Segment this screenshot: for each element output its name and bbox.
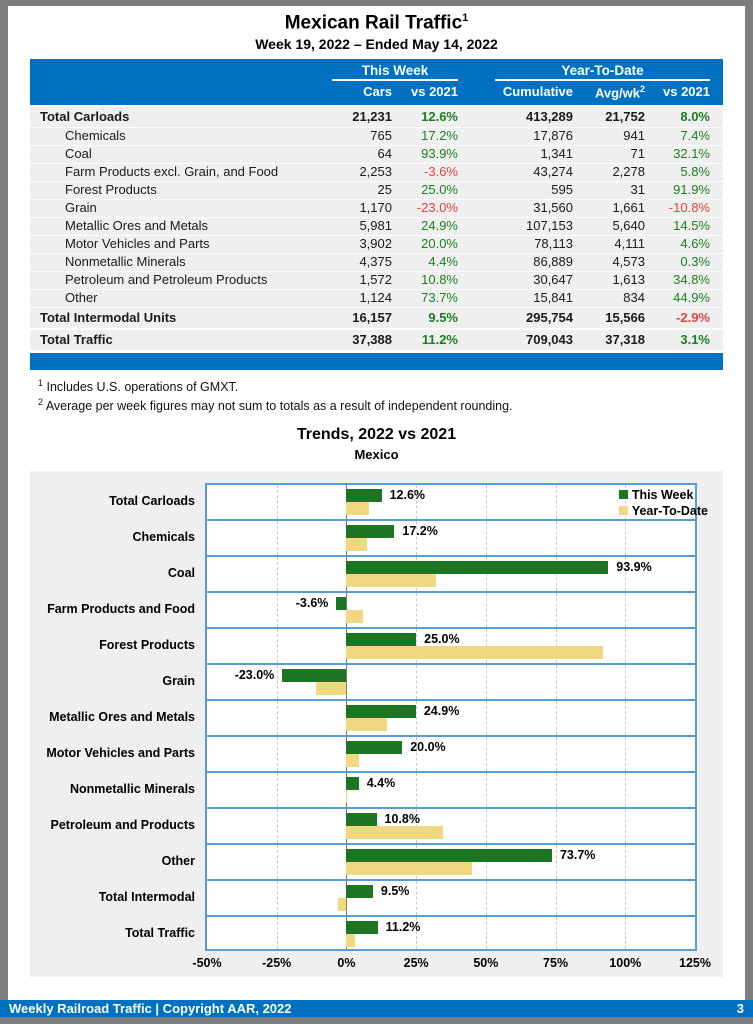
x-axis-tick-label: 25% (403, 955, 429, 970)
cell-vs-2021-week: 11.2% (421, 331, 458, 347)
chart-category-label: Other (161, 853, 195, 868)
grid-line (556, 809, 557, 843)
cell-avg-wk: 21,752 (605, 108, 645, 124)
bar-year-to-date (346, 754, 359, 767)
row-label: Total Intermodal Units (40, 310, 177, 326)
chart-band-plot (205, 663, 697, 699)
grid-line (486, 701, 487, 735)
page-title-text: Mexican Rail Traffic (284, 12, 463, 34)
grid-line (625, 665, 626, 699)
table-row (30, 254, 723, 271)
cell-cars: 25 (377, 182, 392, 198)
grid-line (625, 917, 626, 949)
bar-this-week (282, 669, 346, 682)
group-header-year-to-date: Year-To-Date (495, 63, 710, 81)
cell-vs-2021-week: 25.0% (421, 182, 458, 198)
cell-avg-wk: 941 (623, 128, 645, 144)
row-label: Forest Products (65, 182, 157, 198)
cell-cars: 765 (370, 128, 392, 144)
chart-subtitle: Mexico (354, 446, 399, 462)
cell-vs-2021-week: 24.9% (421, 218, 458, 234)
bar-value-label: 4.4% (366, 775, 396, 790)
x-axis-tick-label: -50% (192, 955, 222, 970)
cell-cumulative: 17,876 (533, 128, 573, 144)
grid-line (416, 881, 417, 915)
cell-cars: 2,253 (359, 164, 392, 180)
legend-swatch-this-week-icon (619, 490, 628, 499)
grid-line (486, 773, 487, 807)
bar-this-week (346, 849, 552, 862)
chart-category-label: Motor Vehicles and Parts (46, 745, 195, 760)
grid-line (277, 557, 278, 591)
grid-line (277, 881, 278, 915)
cell-cumulative: 86,889 (533, 254, 573, 270)
chart-category-label: Total Traffic (125, 925, 195, 940)
footer-text: Weekly Railroad Traffic | Copyright AAR, 2022 (9, 1001, 292, 1016)
grid-line (277, 665, 278, 699)
cell-vs-2021-week: 17.2% (421, 128, 458, 144)
grid-line (416, 665, 417, 699)
grid-line (556, 737, 557, 771)
table-row (30, 200, 723, 217)
chart-category-label: Coal (167, 565, 195, 580)
table-row (30, 182, 723, 199)
cell-vs-2021-week: 4.4% (428, 254, 458, 270)
legend-swatch-year-to-date-icon (619, 506, 628, 515)
chart-band (30, 519, 723, 555)
grid-line (556, 665, 557, 699)
chart-plot-area (30, 483, 723, 951)
bar-value-label: 10.8% (384, 811, 420, 826)
grid-line (625, 845, 626, 879)
grid-line (277, 809, 278, 843)
grid-line (556, 773, 557, 807)
x-axis-tick-label: 75% (543, 955, 569, 970)
footer-page-number: 3 (736, 1001, 744, 1016)
table-row (30, 107, 723, 127)
cell-cumulative: 413,289 (526, 108, 573, 124)
bar-year-to-date (316, 682, 346, 695)
table-group-header-row (30, 63, 723, 81)
bar-year-to-date (346, 862, 471, 875)
grid-line (486, 521, 487, 555)
bar-year-to-date (346, 610, 362, 623)
cell-avg-wk: 15,566 (605, 310, 645, 326)
cell-cars: 4,375 (359, 254, 392, 270)
cell-vs-2021-week: 20.0% (421, 236, 458, 252)
cell-cars: 16,157 (352, 310, 392, 326)
chart-band (30, 735, 723, 771)
cell-avg-wk: 31 (630, 182, 645, 198)
chart-category-label: Total Carloads (109, 493, 195, 508)
grid-line (486, 917, 487, 949)
chart-band (30, 771, 723, 807)
chart-band-plot (205, 807, 697, 843)
footnotes (38, 378, 723, 413)
cell-cumulative: 43,274 (533, 164, 573, 180)
cell-vs-2021-ytd: 7.4% (680, 128, 710, 144)
grid-line (277, 629, 278, 663)
page-subtitle: Week 19, 2022 – Ended May 14, 2022 (255, 36, 498, 53)
cell-vs-2021-ytd: -10.8% (668, 200, 710, 216)
chart-legend (619, 487, 708, 519)
cell-vs-2021-ytd: 8.0% (680, 108, 710, 124)
bar-value-label: 12.6% (389, 487, 426, 502)
table-row (30, 218, 723, 235)
cell-avg-wk: 2,278 (612, 164, 645, 180)
chart-category-label: Metallic Ores and Metals (49, 709, 195, 724)
bar-this-week (346, 921, 377, 934)
table-row (30, 330, 723, 350)
table-row (30, 290, 723, 307)
chart-category-label: Nonmetallic Minerals (69, 781, 195, 796)
bar-value-label: -3.6% (295, 595, 329, 610)
row-label: Nonmetallic Minerals (65, 254, 186, 270)
chart-band-plot (205, 771, 697, 807)
grid-line (277, 917, 278, 949)
chart-category-label: Petroleum and Products (50, 817, 195, 832)
table-row (30, 146, 723, 163)
chart-band (30, 663, 723, 699)
cell-avg-wk: 1,661 (612, 200, 645, 216)
x-axis-tick-label: -25% (262, 955, 292, 970)
grid-line (556, 845, 557, 879)
row-label: Metallic Ores and Metals (65, 218, 209, 234)
column-header-vs-2021-ytd: vs 2021 (663, 84, 710, 100)
chart-band-plot (205, 699, 697, 735)
cell-vs-2021-ytd: 5.8% (680, 164, 710, 180)
cell-vs-2021-week: 12.6% (421, 108, 458, 124)
cell-vs-2021-ytd: 91.9% (673, 182, 710, 198)
cell-cumulative: 595 (551, 182, 573, 198)
trends-chart (30, 471, 723, 977)
grid-line (277, 521, 278, 555)
grid-line (556, 521, 557, 555)
chart-title: Trends, 2022 vs 2021 (296, 425, 457, 443)
cell-cars: 21,231 (352, 108, 392, 124)
bar-value-label: 24.9% (423, 703, 460, 718)
chart-band (30, 627, 723, 663)
cell-cumulative: 295,754 (526, 310, 573, 326)
bar-this-week (346, 885, 372, 898)
bar-value-label: -23.0% (234, 667, 275, 682)
table-row (30, 272, 723, 289)
cell-vs-2021-week: 93.9% (421, 146, 458, 162)
cell-vs-2021-week: -23.0% (416, 200, 458, 216)
cell-vs-2021-week: 73.7% (421, 290, 458, 306)
chart-band (30, 879, 723, 915)
page-footer (0, 1000, 753, 1017)
table-column-header-row (30, 81, 723, 100)
chart-band (30, 807, 723, 843)
cell-vs-2021-ytd: 32.1% (673, 146, 710, 162)
cell-vs-2021-ytd: 3.1% (680, 331, 710, 347)
chart-band-plot (205, 879, 697, 915)
chart-band-plot (205, 627, 697, 663)
bar-this-week (346, 633, 416, 646)
bar-year-to-date (346, 826, 443, 839)
grid-line (625, 737, 626, 771)
table-body (30, 107, 723, 350)
cell-vs-2021-ytd: -2.9% (676, 310, 710, 326)
table-row (30, 308, 723, 328)
grid-line (556, 917, 557, 949)
zero-line (346, 665, 347, 699)
bar-this-week (336, 597, 346, 610)
grid-line (416, 773, 417, 807)
row-label: Total Carloads (40, 108, 130, 124)
bar-value-label: 17.2% (402, 523, 438, 538)
x-axis-tick-label: 125% (679, 955, 711, 970)
row-label: Petroleum and Petroleum Products (65, 272, 268, 288)
grid-line (486, 809, 487, 843)
cell-cumulative: 709,043 (526, 331, 573, 347)
cell-cars: 1,124 (359, 290, 392, 306)
grid-line (625, 629, 626, 663)
cell-cars: 1,572 (359, 272, 392, 288)
bar-value-label: 9.5% (380, 883, 410, 898)
cell-cars: 37,388 (352, 331, 392, 347)
traffic-table (30, 59, 723, 349)
chart-x-axis (192, 951, 711, 975)
bar-this-week (346, 777, 358, 790)
chart-band-plot (205, 915, 697, 951)
bar-this-week (346, 813, 376, 826)
cell-cars: 64 (377, 146, 392, 162)
cell-cumulative: 31,560 (533, 200, 573, 216)
cell-avg-wk: 1,613 (612, 272, 645, 288)
table-row (30, 164, 723, 181)
grid-line (486, 485, 487, 519)
cell-vs-2021-week: 9.5% (428, 310, 458, 326)
cell-avg-wk: 4,111 (614, 236, 645, 252)
cell-cumulative: 30,647 (533, 272, 573, 288)
grid-line (625, 881, 626, 915)
grid-line (416, 593, 417, 627)
grid-line (277, 701, 278, 735)
chart-band-plot (205, 735, 697, 771)
grid-line (556, 593, 557, 627)
chart-band-plot (205, 519, 697, 555)
chart-category-label: Chemicals (132, 529, 195, 544)
table-header (30, 59, 723, 104)
avg-wk-footnote-marker: 2 (639, 84, 645, 95)
grid-line (625, 701, 626, 735)
row-label: Farm Products excl. Grain, and Food (65, 164, 279, 180)
bar-this-week (346, 561, 608, 574)
row-label: Chemicals (65, 128, 126, 144)
chart-category-label: Forest Products (99, 637, 195, 652)
chart-band (30, 591, 723, 627)
grid-line (277, 593, 278, 627)
grid-line (277, 485, 278, 519)
bar-value-label: 73.7% (559, 847, 596, 862)
table-row (30, 128, 723, 145)
chart-category-label: Farm Products and Food (47, 601, 195, 616)
cell-cumulative: 78,113 (534, 236, 573, 252)
cell-vs-2021-ytd: 0.3% (680, 254, 710, 270)
chart-category-label: Total Intermodal (98, 889, 195, 904)
bar-year-to-date (346, 502, 368, 515)
bar-year-to-date (346, 718, 386, 731)
bar-year-to-date (346, 934, 355, 947)
legend-item-this-week (619, 487, 708, 503)
chart-band-plot (205, 843, 697, 879)
x-axis-tick-label: 50% (473, 955, 499, 970)
group-header-this-week: This Week (332, 63, 458, 81)
bar-year-to-date (346, 646, 602, 659)
bar-this-week (346, 705, 415, 718)
cell-vs-2021-ytd: 34.8% (673, 272, 710, 288)
grid-line (486, 665, 487, 699)
column-header-avg-wk: Avg/$wk^2$ (594, 84, 645, 101)
grid-line (277, 737, 278, 771)
cell-cars: 5,981 (359, 218, 392, 234)
grid-line (486, 593, 487, 627)
row-label: Other (65, 290, 98, 306)
bar-year-to-date (346, 790, 347, 803)
bar-year-to-date (346, 574, 436, 587)
column-header-cars: Cars (363, 84, 392, 100)
chart-category-label: Grain (162, 673, 195, 688)
x-axis-tick-label: 100% (609, 955, 642, 970)
chart-band (30, 555, 723, 591)
cell-avg-wk: 4,573 (612, 254, 645, 270)
footnote-2: $^2$ Average per week figures may not sum to totals as a result of independent rounding. (38, 396, 513, 413)
grid-line (277, 773, 278, 807)
cell-avg-wk: 37,318 (605, 331, 645, 347)
page-title (8, 6, 745, 34)
chart-band-plot (205, 555, 697, 591)
bar-value-label: 93.9% (616, 559, 652, 574)
footnote-1: $^1$ Includes U.S. operations of GMXT. (38, 377, 239, 394)
bar-year-to-date (346, 538, 367, 551)
grid-line (416, 701, 417, 735)
bar-value-label: 11.2% (385, 919, 421, 934)
cell-cumulative: 15,841 (533, 290, 573, 306)
bar-this-week (346, 489, 381, 502)
legend-label-year-to-date: Year-To-Date (631, 503, 708, 518)
chart-band (30, 699, 723, 735)
cell-vs-2021-ytd: 14.5% (673, 218, 710, 234)
row-label: Coal (65, 146, 92, 162)
row-label: Total Traffic (40, 331, 113, 347)
chart-band (30, 915, 723, 951)
bar-this-week (346, 525, 394, 538)
bar-year-to-date (338, 898, 346, 911)
grid-line (625, 809, 626, 843)
cell-avg-wk: 5,640 (612, 218, 645, 234)
report-sheet (8, 6, 745, 1017)
cell-vs-2021-week: -3.6% (424, 164, 458, 180)
chart-band (30, 843, 723, 879)
bar-value-label: 25.0% (424, 631, 460, 646)
page-title-footnote-marker: 1 (462, 12, 469, 24)
cell-vs-2021-ytd: 44.9% (673, 290, 710, 306)
cell-cars: 3,902 (359, 236, 392, 252)
legend-item-year-to-date (619, 503, 708, 519)
grid-line (625, 593, 626, 627)
grid-line (556, 485, 557, 519)
grid-line (625, 773, 626, 807)
table-bottom-rule (30, 353, 723, 370)
table-row (30, 236, 723, 253)
legend-label-this-week: This Week (631, 487, 694, 502)
bar-value-label: 20.0% (410, 739, 446, 754)
x-axis-tick-label: 0% (337, 955, 356, 970)
row-label: Grain (65, 200, 97, 216)
grid-line (486, 737, 487, 771)
grid-line (556, 881, 557, 915)
column-header-vs-2021-week: vs 2021 (411, 84, 458, 100)
cell-vs-2021-week: 10.8% (421, 272, 458, 288)
grid-line (556, 701, 557, 735)
grid-line (277, 845, 278, 879)
bar-this-week (346, 741, 402, 754)
cell-cumulative: 1,341 (540, 146, 573, 162)
cell-cumulative: 107,153 (526, 218, 573, 234)
cell-cars: 1,170 (359, 200, 392, 216)
cell-avg-wk: 834 (623, 290, 645, 306)
grid-line (625, 521, 626, 555)
chart-band-plot (205, 591, 697, 627)
row-label: Motor Vehicles and Parts (65, 236, 210, 252)
grid-line (486, 881, 487, 915)
column-header-cumulative: Cumulative (502, 84, 573, 100)
cell-vs-2021-ytd: 4.6% (680, 236, 710, 252)
cell-avg-wk: 71 (630, 146, 645, 162)
